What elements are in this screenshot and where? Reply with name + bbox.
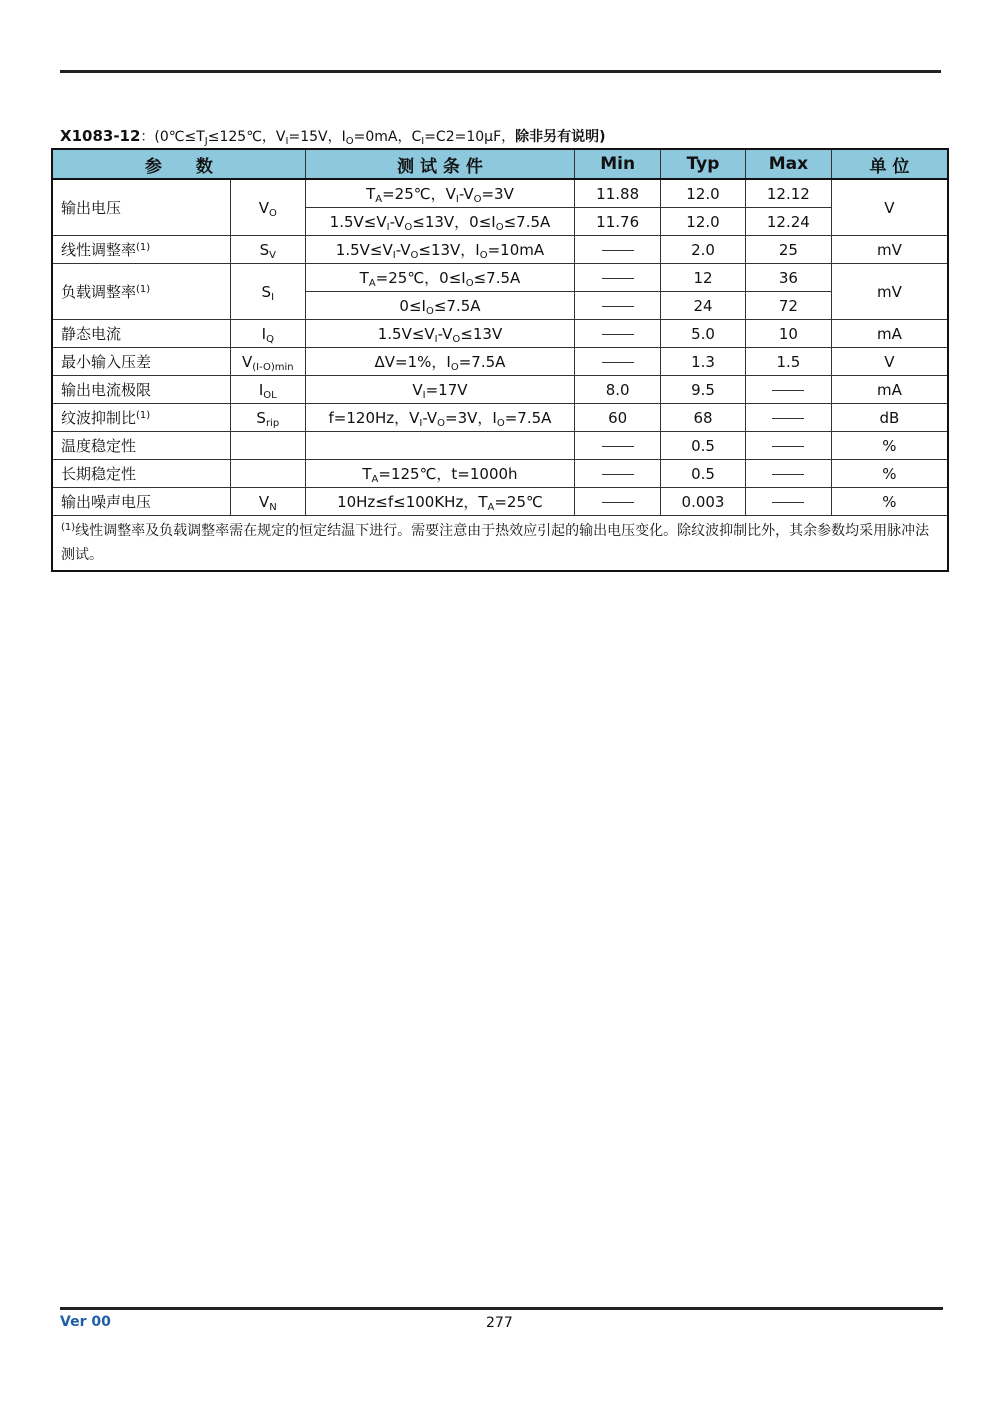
unit-value: dB (831, 404, 948, 432)
dash-mark (772, 418, 804, 419)
table-header-row (52, 149, 948, 179)
min-value: 11.88 (575, 179, 661, 208)
param-symbol: $S_V$ (230, 236, 305, 264)
min-value: 8.0 (575, 376, 661, 404)
param-name: 静态电流 (52, 320, 230, 348)
min-value (575, 488, 661, 516)
table-row (52, 488, 948, 516)
dash-mark (602, 502, 634, 503)
unit-value: % (831, 488, 948, 516)
table-caption: X1083-12：($0℃\le T_J\le 125℃$，$V_I=15V$，$I_O=0mA$，$C_I=C2=10\mu F$，除非另有说明) (60, 127, 606, 147)
dash-mark (602, 362, 634, 363)
typ-value: 68 (661, 404, 746, 432)
footnote: $^{(1)}$线性调整率及负载调整率需在规定的恒定结温下进行。需要注意由于热效应引起的输出电压变化。除纹波抑制比外，其余参数均采用脉冲法测试。 (52, 516, 948, 572)
max-value (745, 432, 831, 460)
param-symbol: $V_O$ (230, 179, 305, 236)
typ-value: 12.0 (661, 208, 746, 236)
table-row (52, 179, 948, 208)
param-symbol: $V_{(I-O)min}$ (230, 348, 305, 376)
param-symbol (230, 432, 305, 460)
param-name: 输出噪声电压 (52, 488, 230, 516)
max-value (745, 376, 831, 404)
table-row (52, 376, 948, 404)
max-value: 72 (745, 292, 831, 320)
min-value: 60 (575, 404, 661, 432)
dash-mark (602, 250, 634, 251)
caption-suffix: 除非另有说明) (515, 129, 606, 145)
test-condition: $1.5V\le V_I-V_O\le 13V$，$0\le I_O\le 7.5A$ (305, 208, 575, 236)
param-symbol: $I_Q$ (230, 320, 305, 348)
typ-value: 0.5 (661, 460, 746, 488)
test-condition: $T_A=125℃$，t=1000h (305, 460, 575, 488)
test-condition: $T_A=25℃$，$0\le I_O\le 7.5A$ (305, 264, 575, 292)
max-value: 10 (745, 320, 831, 348)
version-label: Ver 00 (60, 1314, 111, 1330)
test-conditions: ($0℃\le T_J\le 125℃$，$V_I=15V$，$I_O=0mA$，$C_I=C2=10\mu F$， (154, 129, 516, 147)
header-max: Max (745, 149, 831, 179)
table-row (52, 432, 948, 460)
typ-value: 5.0 (661, 320, 746, 348)
model-number: X1083-12 (60, 127, 141, 145)
test-condition: ΔV=1%，$I_O=7.5A$ (305, 348, 575, 376)
typ-value: 1.3 (661, 348, 746, 376)
param-name: 负载调整率$^{(1)}$ (52, 264, 230, 320)
min-value (575, 236, 661, 264)
table-row (52, 236, 948, 264)
header-conditions: 测 试 条 件 (305, 149, 575, 179)
dash-mark (772, 502, 804, 503)
dash-mark (772, 446, 804, 447)
typ-value: 12 (661, 264, 746, 292)
max-value (745, 488, 831, 516)
min-value (575, 264, 661, 292)
param-name: 长期稳定性 (52, 460, 230, 488)
param-symbol: $I_{OL}$ (230, 376, 305, 404)
test-condition: 10Hz≤f≤100KHz，$T_A=25℃$ (305, 488, 575, 516)
header-min: Min (575, 149, 661, 179)
param-symbol (230, 460, 305, 488)
typ-value: 0.003 (661, 488, 746, 516)
dash-mark (602, 306, 634, 307)
dash-mark (602, 278, 634, 279)
header-param: 参 数 (52, 149, 305, 179)
unit-value: % (831, 460, 948, 488)
param-name: 输出电压 (52, 179, 230, 236)
test-condition: f=120Hz，$V_I-V_O=3V$，$I_O=7.5A$ (305, 404, 575, 432)
test-condition (305, 432, 575, 460)
min-value (575, 320, 661, 348)
typ-value: 2.0 (661, 236, 746, 264)
max-value: 12.24 (745, 208, 831, 236)
header-rule (60, 70, 941, 73)
table-row (52, 460, 948, 488)
unit-value: V (831, 179, 948, 236)
param-name: 温度稳定性 (52, 432, 230, 460)
header-typ: Typ (661, 149, 746, 179)
dash-mark (602, 474, 634, 475)
table-row (52, 348, 948, 376)
unit-value: mV (831, 264, 948, 320)
max-value: 1.5 (745, 348, 831, 376)
table-row (52, 404, 948, 432)
footer-rule (60, 1307, 943, 1310)
max-value: 12.12 (745, 179, 831, 208)
typ-value: 0.5 (661, 432, 746, 460)
table-row (52, 320, 948, 348)
typ-value: 9.5 (661, 376, 746, 404)
min-value (575, 432, 661, 460)
dash-mark (772, 390, 804, 391)
param-name: 输出电流极限 (52, 376, 230, 404)
param-symbol: $S_{rip}$ (230, 404, 305, 432)
footnote-row (52, 516, 948, 572)
param-symbol: $S_I$ (230, 264, 305, 320)
max-value (745, 460, 831, 488)
unit-value: mA (831, 376, 948, 404)
param-symbol: $V_N$ (230, 488, 305, 516)
max-value (745, 404, 831, 432)
spec-table (51, 148, 949, 572)
page-number: 277 (486, 1315, 513, 1331)
typ-value: 12.0 (661, 179, 746, 208)
unit-value: % (831, 432, 948, 460)
dash-mark (602, 334, 634, 335)
max-value: 36 (745, 264, 831, 292)
min-value (575, 292, 661, 320)
test-condition: $V_I=17V$ (305, 376, 575, 404)
test-condition: $1.5V\le V_I-V_O\le 13V$，$I_O=10mA$ (305, 236, 575, 264)
dash-mark (772, 474, 804, 475)
table-row (52, 264, 948, 292)
test-condition: $0\le I_O\le 7.5A$ (305, 292, 575, 320)
unit-value: mV (831, 236, 948, 264)
typ-value: 24 (661, 292, 746, 320)
min-value (575, 348, 661, 376)
test-condition: $1.5V\le V_I-V_O\le 13V$ (305, 320, 575, 348)
min-value: 11.76 (575, 208, 661, 236)
min-value (575, 460, 661, 488)
max-value: 25 (745, 236, 831, 264)
unit-value: V (831, 348, 948, 376)
unit-value: mA (831, 320, 948, 348)
header-unit: 单 位 (831, 149, 948, 179)
param-name: 最小输入压差 (52, 348, 230, 376)
param-name: 线性调整率$^{(1)}$ (52, 236, 230, 264)
test-condition: $T_A=25℃$，$V_I-V_O=3V$ (305, 179, 575, 208)
dash-mark (602, 446, 634, 447)
param-name: 纹波抑制比$^{(1)}$ (52, 404, 230, 432)
